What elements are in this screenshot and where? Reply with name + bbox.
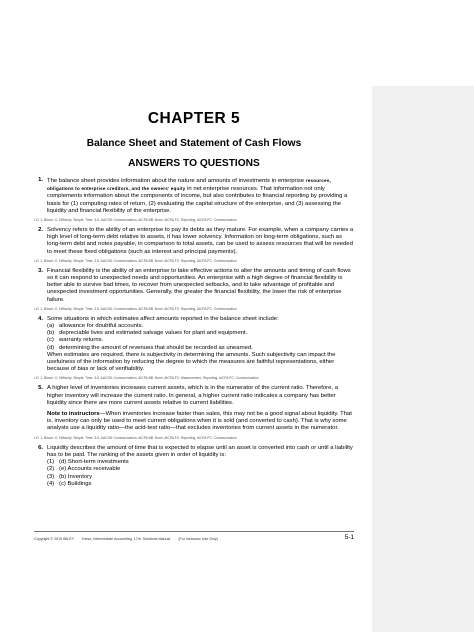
item-text: (c) Buildings — [59, 480, 92, 487]
list-item — [47, 337, 354, 344]
question-3 — [34, 268, 354, 304]
item-text: depreciable lives and estimated salvage values for plant and equipment. — [59, 330, 248, 337]
question-5 — [34, 385, 354, 432]
note-label: Note to instructors — [47, 411, 100, 418]
section-heading: ANSWERS TO QUESTIONS — [128, 158, 260, 169]
question-number: 3. — [38, 267, 43, 274]
list-item — [47, 330, 354, 337]
note-text: —When inventories increase faster than sales, this may not be a good signal about liquidity. That is, inventory can only be used to meet current obligations when it is sold (and converted to cash). That is why some analysts use a liquidity ratio—the acid-test ratio—that excludes inventories from current assets in the numerator. — [47, 411, 352, 432]
item-text: (b) Inventory — [59, 473, 93, 480]
text-part: in net enterprise resources. That information not only complements information about the components of income, but also contributes to financial reporting by providing a basis for (1) computing rates of return, (2) evaluating the capital structure of the enterprise, and (3) assessing the liquidity and financial flexibility of the enterprise. — [47, 186, 348, 214]
item-text: allowance for doubtful accounts. — [59, 323, 144, 330]
footer-book-title: Kieso, Intermediate Accounting, 17/e, Solutions Manual — [82, 537, 171, 541]
question-number: 4. — [38, 315, 43, 322]
chapter-subtitle: Balance Sheet and Statement of Cash Flows — [86, 138, 302, 149]
item-key: (4) — [47, 480, 55, 487]
item-key: (1) — [47, 459, 55, 466]
question-text: Financial flexibility is the ability of an enterprise to take effective actions to alter the amounts and timing of cash flows so it can respond to unexpected needs and opportunities. An enterprise with a high degree of financial flexibility is better able to survive bad times, to recover from unexpected setbacks, and to take advantage of profitable and unexpected investment opportunities. Generally, the greater the financial flexibility, the lower the risk of enterprise failure. — [47, 267, 351, 303]
question-number: 1. — [38, 177, 43, 183]
liquidity-ranking-list — [47, 459, 354, 488]
list-item — [47, 459, 354, 466]
list-item — [47, 474, 354, 481]
question-text: A higher level of inventories increases current assets, which is in the numerator of the current ratio. Therefore, a higher inventory will increase the current ratio. In general, a higher current ratio indicates a company has better liquidity since there are more current assets relative to current liabilities. — [47, 385, 338, 406]
question-number: 6. — [38, 444, 43, 451]
question-number: 5. — [38, 385, 43, 392]
item-key: (d) — [47, 344, 55, 351]
chapter-title: CHAPTER 5 — [147, 110, 241, 127]
list-item — [47, 323, 354, 330]
item-key: (b) — [47, 330, 55, 337]
item-text: (e) Accounts receivable — [59, 466, 121, 473]
emphasized-text: resources, obligations to enterprise creditors, and the owners' equity — [47, 178, 331, 192]
question-1 — [34, 177, 354, 215]
text-part: The balance sheet provides information about the nature and amounts of investments in enterprise — [47, 178, 305, 184]
question-text: Solvency refers to the ability of an enterprise to pay its debts as they mature. For example, when a company carries a high level of long-term debt relative to assets, it has lower solvency. Information on long-term obligations, such as long-term debt and notes payable, in comparison to total assets, can be used to assess resources that will be needed to meet these fixed obligations (such as interest and principal payments). — [47, 227, 354, 255]
question-number: 2. — [38, 227, 43, 234]
learning-objective-tag: LO: 1, Bloom: K, Difficulty: Simple, Time: 3-5, AACSB: Communication, AICPA BB: None, AICPA FC: Reporting, AICPA PC: Communication — [34, 306, 237, 311]
item-text: determining the amount of revenues that should be recorded as unearned. — [59, 344, 253, 351]
question-6 — [34, 445, 354, 488]
learning-objective-tag: LO: 1, Bloom: K, Difficulty: Simple, Time: 3-5, AACSB: Communication, AICPA BB: None, AICPA FC: Reporting, AICPA PC: Communication — [34, 218, 237, 223]
learning-objective-tag: LO: 1, Bloom: K, Difficulty: Simple, Time: 3-5, AACSB: Communication, AICPA BB: None, AICPA FC: Measurement, Reporting, AICPA PC: Communication — [34, 376, 259, 381]
list-item — [47, 466, 354, 473]
learning-objective-tag: LO: 1, Bloom: K, Difficulty: Simple, Time: 3-5, AACSB: Communication, AICPA BB: None, AICPA FC: Reporting, AICPA PC: Communication — [34, 435, 237, 440]
page-content — [34, 110, 354, 488]
comment-margin — [372, 86, 474, 632]
item-text: (d) Short-term investments — [59, 459, 129, 466]
item-key: (c) — [47, 337, 54, 344]
item-key: (3) — [47, 473, 55, 480]
estimate-list — [47, 323, 354, 352]
list-item — [47, 481, 354, 488]
question-text: Liquidity describes the amount of time that is expected to elapse until an asset is converted into cash or until a liability has to be paid. The ranking of the assets given in order of liquidity is: — [47, 444, 353, 458]
question-2 — [34, 227, 354, 256]
item-key: (a) — [47, 323, 55, 330]
question-text: Some situations in which estimates affect amounts reported in the balance sheet include: — [47, 315, 279, 322]
instructor-note — [47, 411, 354, 433]
question-4 — [34, 316, 354, 374]
question-paragraph: When estimates are required, there is subjectivity in determining the amounts. Such subjectivity can impact the usefulness of the information by reducing the degree to which the measures are faithful representations, either because of bias or lack of verifiability. — [47, 351, 336, 373]
item-key: (2) — [47, 466, 55, 473]
question-text — [47, 177, 354, 215]
page-number: 5-1 — [344, 534, 354, 541]
item-text: warranty returns. — [59, 337, 104, 344]
list-item — [47, 345, 354, 352]
footer-usage-note: (For Instructor Use Only) — [178, 537, 218, 541]
learning-objective-tag: LO: 1, Bloom: K, Difficulty: Simple, Time: 3-5, AACSB: Communication, AICPA BB: None, AICPA FC: Reporting, AICPA PC: Communication — [34, 258, 237, 263]
page-footer — [34, 531, 354, 541]
footer-copyright: Copyright © 2019 WILEY — [34, 537, 75, 541]
